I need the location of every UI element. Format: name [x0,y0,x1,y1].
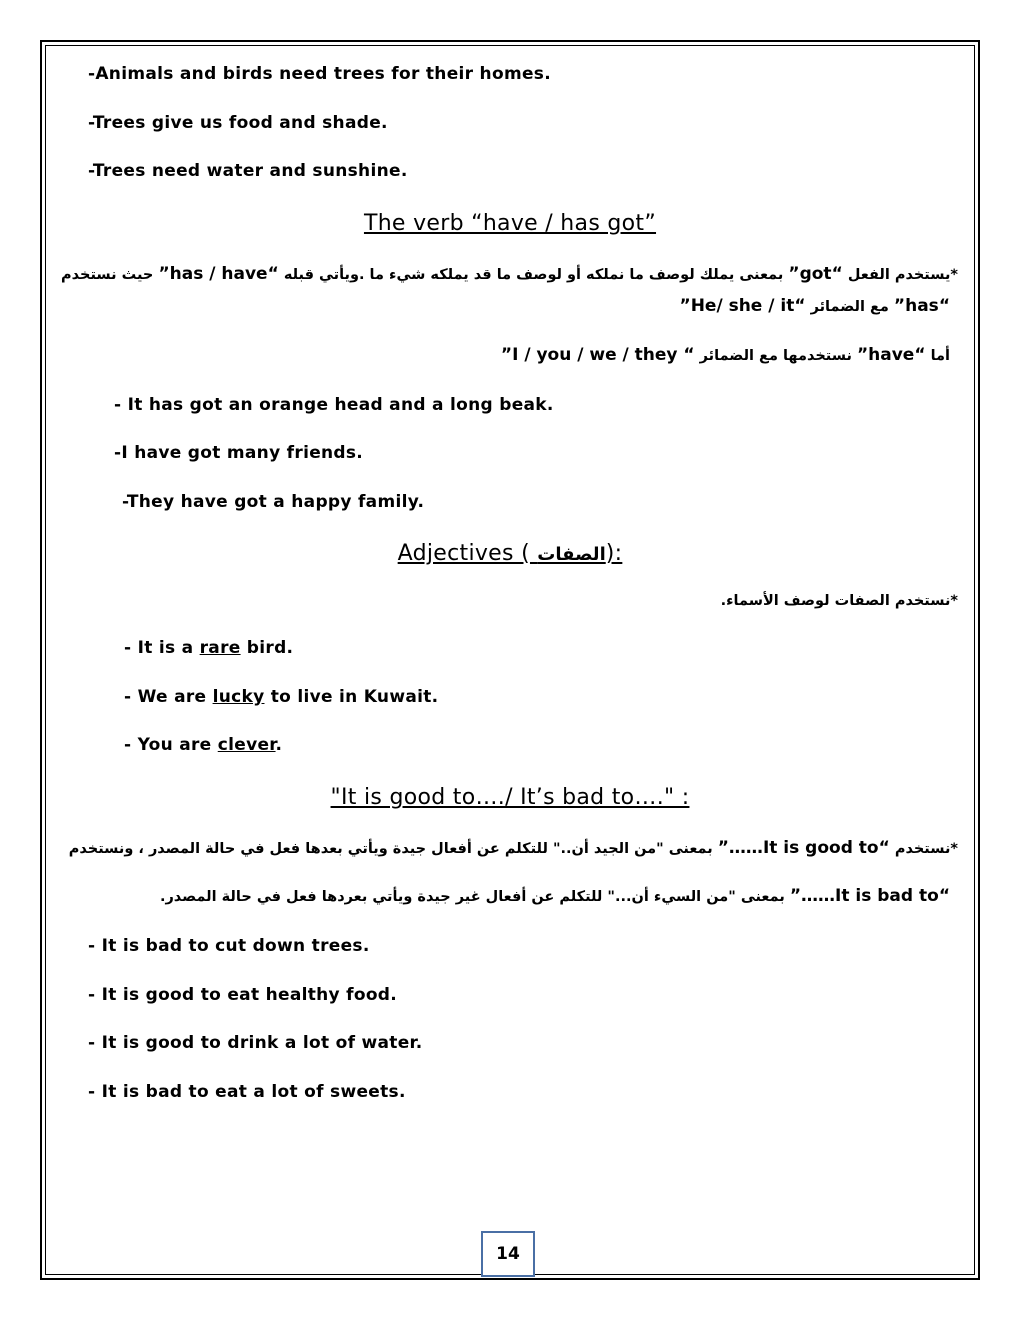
page-number: 14 [481,1231,535,1277]
adj-ex2-post: to live in Kuwait. [264,687,439,707]
adjective-example-1 [124,638,293,658]
goodbad-ar1-en: “It is good to……” [717,838,890,858]
goodbad-explanation-1 [69,838,958,858]
goodbad-example-3: - It is good to drink a lot of water. [88,1033,423,1053]
adjectives-title-end: ): [605,541,623,566]
trees-line-2: -Trees give us food and shade. [88,113,388,133]
trees-line-1: -Animals and birds need trees for their homes. [88,64,551,84]
verb-ar2-has: “has” [893,296,950,316]
adj-ex2-word: lucky [212,687,265,707]
goodbad-heading: "It is good to…./ It’s bad to…." : [330,785,690,810]
adjectives-note: *نستخدم الصفات لوصف الأسماء. [720,593,958,609]
verb-explanation-2 [680,296,950,316]
adj-ex3-post: . [275,735,283,755]
adjectives-heading [0,541,1020,566]
goodbad-explanation-2 [160,886,950,906]
adjective-example-2 [124,687,438,707]
verb-explanation-3 [501,345,950,365]
adjectives-title-en: Adjectives ( [397,541,530,566]
adj-ex3-word: clever [217,735,276,755]
adj-ex2-pre: - We are [124,687,213,707]
verb-ar1-a: *يستخدم الفعل [847,267,958,283]
verb-example-3: -They have got a happy family. [122,492,425,512]
verb-heading: The verb “have / has got” [363,211,657,236]
verb-ar3-pron: “ I / you / we / they” [500,345,695,365]
verb-ar2-pron: “He/ she / it” [679,296,806,316]
adj-ex3-pre: - You are [124,735,218,755]
adj-ex1-pre: - It is a [124,638,200,658]
verb-ar1-b: بمعنى يملك لوصف ما نملكه أو لوصف ما قد يملكه شيء ما .ويأتي قبله [283,267,784,283]
verb-ar3-a: أما [930,348,950,364]
adjectives-title-ar: الصفات [537,544,606,565]
goodbad-example-2: - It is good to eat healthy food. [88,985,398,1005]
adjective-example-3 [124,735,282,755]
goodbad-example-4: - It is bad to eat a lot of sweets. [88,1082,406,1102]
verb-example-2: -I have got many friends. [114,443,364,463]
verb-explanation-1 [61,264,958,284]
goodbad-example-1: - It is bad to cut down trees. [88,936,370,956]
goodbad-ar1-b: بمعنى "من الجيد أن.." للتكلم عن أفعال جيدة ويأتي بعدها فعل في حالة المصدر ، ونستخدم [68,841,713,857]
trees-line-3: -Trees need water and sunshine. [88,161,408,181]
goodbad-ar1-a: *نستخدم [894,841,958,857]
verb-ar1-c: حيث نستخدم [61,267,154,283]
verb-ar1-got: “got” [788,264,843,284]
adj-ex1-word: rare [199,638,241,658]
verb-ar3-b: نستخدمها مع الضمائر [699,348,852,364]
adj-ex1-post: bird. [240,638,294,658]
verb-ar3-have: “have” [856,345,926,365]
verb-ar2-a: مع الضمائر [810,299,889,315]
goodbad-ar2-en: “It is bad to……” [789,886,950,906]
verb-ar1-hashave: “has / have” [158,264,279,284]
goodbad-ar2-b: بمعنى "من السيء أن..." للتكلم عن أفعال غير جيدة ويأتي بعردها فعل في حالة المصدر. [159,889,785,905]
verb-example-1: - It has got an orange head and a long beak. [114,395,554,415]
